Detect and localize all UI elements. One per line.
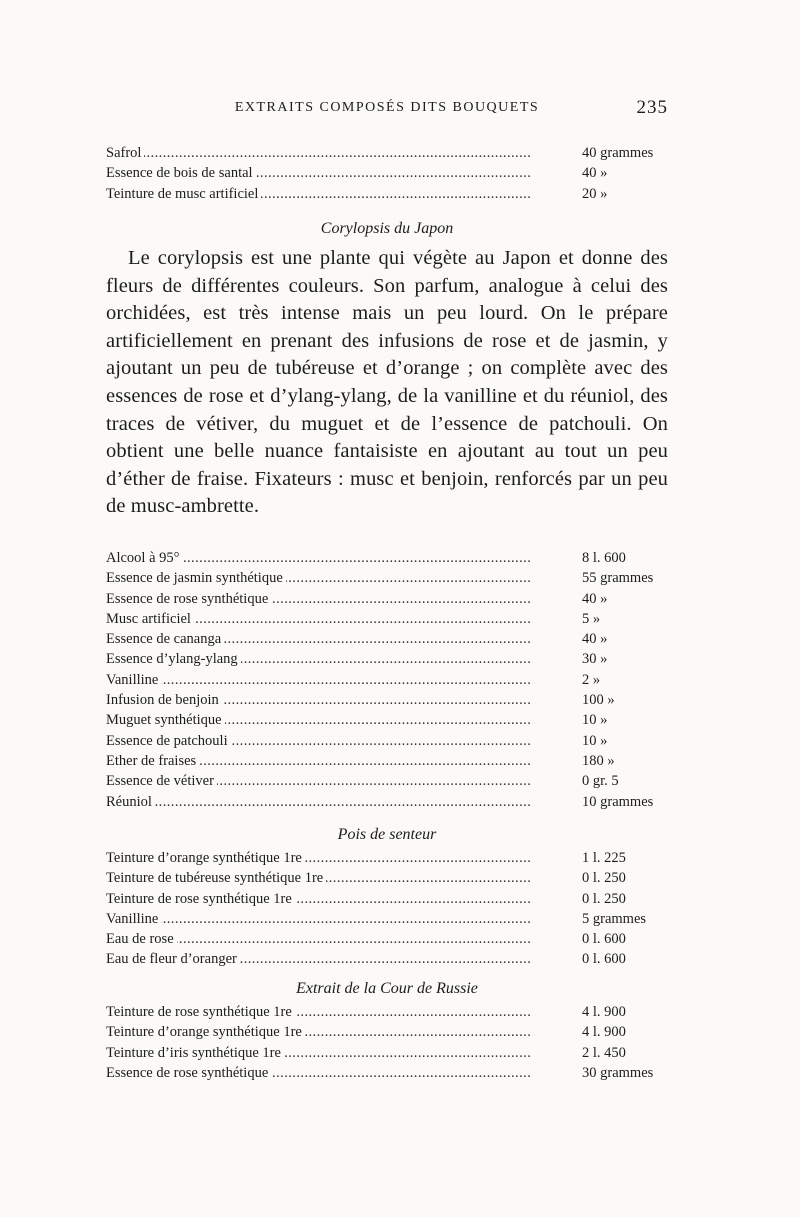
list-item: . . . Teinture d’orange synthétique 1re 1 l. 225: [106, 850, 668, 870]
list-item: . . . Muguet synthétique 10 »: [106, 712, 668, 732]
list-item: . . . Alcool à 95° 8 l. 600: [106, 550, 668, 570]
list-item: . . . Teinture de rose synthétique 1re 0 l. 250: [106, 891, 668, 911]
section-title-corylopsis: Corylopsis du Japon: [320, 220, 454, 237]
list-item: . . . Eau de rose 0 l. 600: [106, 931, 668, 951]
list-item: . . . Ether de fraises 180 »: [106, 753, 668, 773]
list-item: . . . Infusion de benjoin 100 »: [106, 692, 668, 712]
list-item: . . . Réuniol 10 grammes: [106, 794, 668, 814]
list-item: . . . Teinture de musc artificiel 20 »: [106, 186, 668, 206]
page-number: 235: [636, 97, 668, 118]
running-title: EXTRAITS COMPOSÉS DITS BOUQUETS: [234, 100, 540, 115]
body-paragraph: Le corylopsis est une plante qui végète au Japon et donne des fleurs de différentes couleurs. Son parfum, analogue à celui des orchidées, est très intense mais un peu lourd. On le prépare artificiellement en prenant des infusions de rose et de jasmin, y ajoutant un peu de tubéreuse et d’orange ; on complète avec des essences de rose et d’ylang-ylang, de la vanilline et du réuniol, des traces de vétiver, du muguet et de l’essence de patchouli. On obtient une belle nuance fantaisiste en ajoutant au tout un peu d’éther de fraise. Fixateurs : musc et benjoin, renforcés par un peu de musc-ambrette.: [106, 247, 668, 518]
list-item: . . . Teinture d’iris synthétique 1re 2 l. 450: [106, 1045, 668, 1065]
list-item: . . . Essence de cananga 40 »: [106, 631, 668, 651]
running-header: [106, 97, 668, 122]
list-item: . . . Essence de rose synthétique 30 grammes: [106, 1065, 668, 1085]
list-item: . . . Essence de rose synthétique 40 »: [106, 591, 668, 611]
section-title-cour-de-russie: Extrait de la Cour de Russie: [296, 980, 478, 997]
section-title-pois-de-senteur: Pois de senteur: [337, 826, 437, 843]
list-item: . . . Vanilline 2 »: [106, 672, 668, 692]
list-item: . . . Essence de vétiver 0 gr. 5: [106, 773, 668, 793]
ingredient-list-top: [106, 145, 668, 206]
list-item: . . . Teinture de rose synthétique 1re 4 l. 900: [106, 1004, 668, 1024]
ingredient-list-pois-de-senteur: [106, 850, 668, 972]
list-item: . . . Eau de fleur d’oranger 0 l. 600: [106, 951, 668, 971]
list-item: . . . Essence de jasmin synthétique 55 grammes: [106, 570, 668, 590]
list-item: . . . Essence de patchouli 10 »: [106, 733, 668, 753]
list-item: . . . Safrol 40 grammes: [106, 145, 668, 165]
list-item: . . . Teinture d’orange synthétique 1re 4 l. 900: [106, 1024, 668, 1044]
list-item: . . . Musc artificiel 5 »: [106, 611, 668, 631]
ingredient-list-cour-de-russie: [106, 1004, 668, 1085]
list-item: . . . Teinture de tubéreuse synthétique 1re 0 l. 250: [106, 870, 668, 890]
list-item: . . . Vanilline 5 grammes: [106, 911, 668, 931]
list-item: . . . Essence d’ylang-ylang 30 »: [106, 651, 668, 671]
ingredient-list-corylopsis: [106, 550, 668, 814]
list-item: . . . Essence de bois de santal 40 »: [106, 165, 668, 185]
